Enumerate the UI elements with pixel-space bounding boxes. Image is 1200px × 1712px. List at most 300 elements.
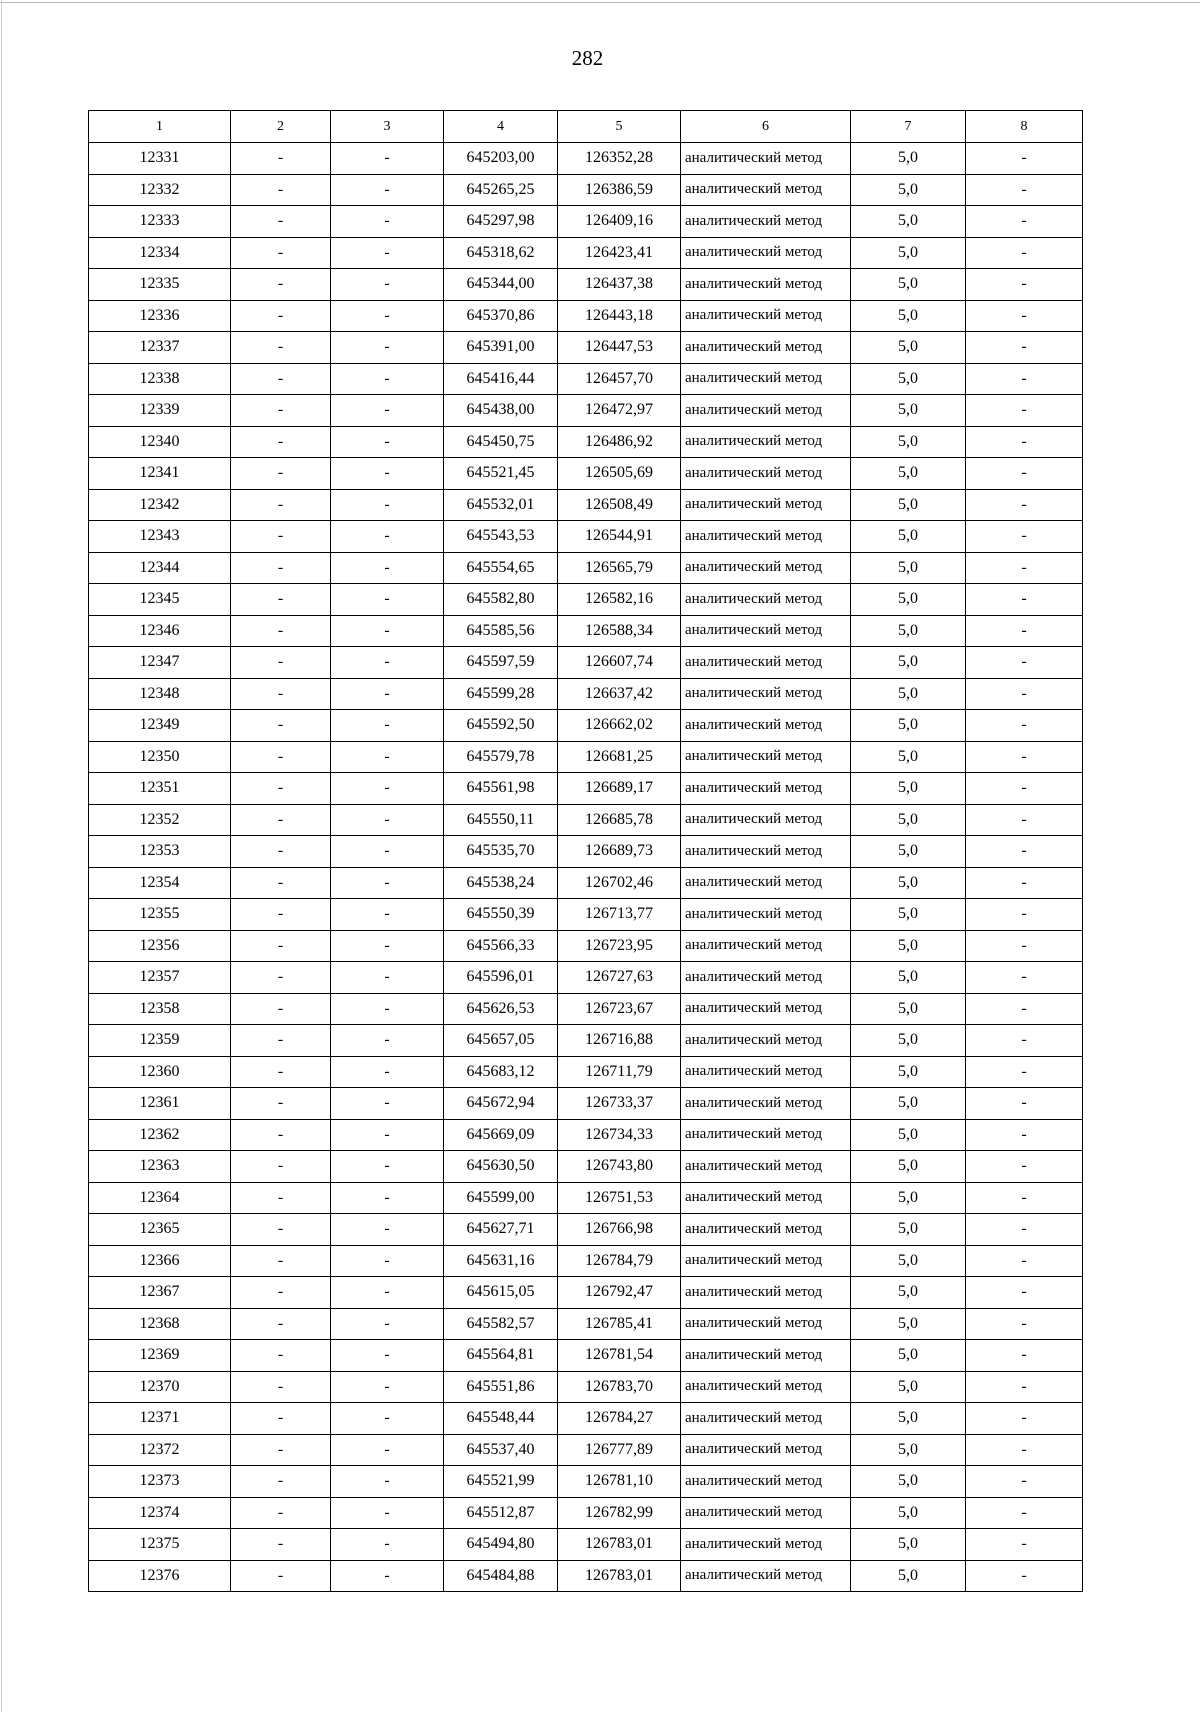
point-number-cell: 12355 <box>89 899 231 931</box>
col2-cell: - <box>231 647 331 679</box>
point-number-cell: 12363 <box>89 1151 231 1183</box>
col3-cell: - <box>331 1088 444 1120</box>
y-coordinate-cell: 126544,91 <box>558 521 681 553</box>
col2-cell: - <box>231 489 331 521</box>
table-row <box>89 174 1083 206</box>
col8-cell: - <box>966 363 1083 395</box>
x-coordinate-cell: 645631,16 <box>444 1245 558 1277</box>
method-cell: аналитический метод <box>681 899 851 931</box>
accuracy-cell: 5,0 <box>851 1560 966 1592</box>
col3-cell: - <box>331 1560 444 1592</box>
method-cell: аналитический метод <box>681 836 851 868</box>
point-number-cell: 12374 <box>89 1497 231 1529</box>
col2-cell: - <box>231 552 331 584</box>
col3-cell: - <box>331 899 444 931</box>
col3-cell: - <box>331 206 444 238</box>
col3-cell: - <box>331 615 444 647</box>
x-coordinate-cell: 645203,00 <box>444 143 558 175</box>
point-number-cell: 12335 <box>89 269 231 301</box>
y-coordinate-cell: 126685,78 <box>558 804 681 836</box>
point-number-cell: 12362 <box>89 1119 231 1151</box>
col8-cell: - <box>966 206 1083 238</box>
table-row <box>89 678 1083 710</box>
y-coordinate-cell: 126607,74 <box>558 647 681 679</box>
accuracy-cell: 5,0 <box>851 143 966 175</box>
scan-edge-left <box>1 0 2 1712</box>
table-row <box>89 1277 1083 1309</box>
method-cell: аналитический метод <box>681 804 851 836</box>
method-cell: аналитический метод <box>681 1277 851 1309</box>
point-number-cell: 12371 <box>89 1403 231 1435</box>
accuracy-cell: 5,0 <box>851 1308 966 1340</box>
y-coordinate-cell: 126352,28 <box>558 143 681 175</box>
point-number-cell: 12376 <box>89 1560 231 1592</box>
method-cell: аналитический метод <box>681 395 851 427</box>
point-number-cell: 12340 <box>89 426 231 458</box>
x-coordinate-cell: 645494,80 <box>444 1529 558 1561</box>
col2-cell: - <box>231 1151 331 1183</box>
col3-cell: - <box>331 300 444 332</box>
accuracy-cell: 5,0 <box>851 552 966 584</box>
accuracy-cell: 5,0 <box>851 678 966 710</box>
col3-cell: - <box>331 458 444 490</box>
table-row <box>89 300 1083 332</box>
col2-cell: - <box>231 458 331 490</box>
col2-cell: - <box>231 584 331 616</box>
accuracy-cell: 5,0 <box>851 1434 966 1466</box>
point-number-cell: 12360 <box>89 1056 231 1088</box>
y-coordinate-cell: 126784,27 <box>558 1403 681 1435</box>
col3-cell: - <box>331 395 444 427</box>
y-coordinate-cell: 126582,16 <box>558 584 681 616</box>
x-coordinate-cell: 645550,39 <box>444 899 558 931</box>
y-coordinate-cell: 126727,63 <box>558 962 681 994</box>
col8-cell: - <box>966 804 1083 836</box>
x-coordinate-cell: 645512,87 <box>444 1497 558 1529</box>
point-number-cell: 12367 <box>89 1277 231 1309</box>
point-number-cell: 12332 <box>89 174 231 206</box>
col2-cell: - <box>231 773 331 805</box>
col8-cell: - <box>966 710 1083 742</box>
point-number-cell: 12342 <box>89 489 231 521</box>
col2-cell: - <box>231 1277 331 1309</box>
accuracy-cell: 5,0 <box>851 489 966 521</box>
accuracy-cell: 5,0 <box>851 426 966 458</box>
col2-cell: - <box>231 615 331 647</box>
col2-cell: - <box>231 521 331 553</box>
point-number-cell: 12359 <box>89 1025 231 1057</box>
col3-cell: - <box>331 741 444 773</box>
col3-cell: - <box>331 552 444 584</box>
col2-cell: - <box>231 1182 331 1214</box>
col8-cell: - <box>966 395 1083 427</box>
point-number-cell: 12365 <box>89 1214 231 1246</box>
col2-cell: - <box>231 678 331 710</box>
point-number-cell: 12372 <box>89 1434 231 1466</box>
y-coordinate-cell: 126637,42 <box>558 678 681 710</box>
accuracy-cell: 5,0 <box>851 962 966 994</box>
point-number-cell: 12348 <box>89 678 231 710</box>
method-cell: аналитический метод <box>681 584 851 616</box>
col8-cell: - <box>966 1214 1083 1246</box>
col3-cell: - <box>331 174 444 206</box>
col8-cell: - <box>966 1403 1083 1435</box>
col2-cell: - <box>231 1214 331 1246</box>
col2-cell: - <box>231 867 331 899</box>
x-coordinate-cell: 645657,05 <box>444 1025 558 1057</box>
method-cell: аналитический метод <box>681 1340 851 1372</box>
col8-cell: - <box>966 899 1083 931</box>
table-row <box>89 1151 1083 1183</box>
point-number-cell: 12358 <box>89 993 231 1025</box>
col2-cell: - <box>231 930 331 962</box>
table-row <box>89 867 1083 899</box>
method-cell: аналитический метод <box>681 1466 851 1498</box>
y-coordinate-cell: 126662,02 <box>558 710 681 742</box>
table-row <box>89 489 1083 521</box>
point-number-cell: 12347 <box>89 647 231 679</box>
table-row <box>89 1214 1083 1246</box>
point-number-cell: 12361 <box>89 1088 231 1120</box>
accuracy-cell: 5,0 <box>851 804 966 836</box>
x-coordinate-cell: 645370,86 <box>444 300 558 332</box>
x-coordinate-cell: 645438,00 <box>444 395 558 427</box>
y-coordinate-cell: 126423,41 <box>558 237 681 269</box>
col2-cell: - <box>231 993 331 1025</box>
point-number-cell: 12343 <box>89 521 231 553</box>
col2-cell: - <box>231 300 331 332</box>
accuracy-cell: 5,0 <box>851 1182 966 1214</box>
x-coordinate-cell: 645596,01 <box>444 962 558 994</box>
x-coordinate-cell: 645585,56 <box>444 615 558 647</box>
col2-cell: - <box>231 1056 331 1088</box>
column-header: 6 <box>681 111 851 143</box>
col2-cell: - <box>231 426 331 458</box>
col2-cell: - <box>231 1308 331 1340</box>
col8-cell: - <box>966 584 1083 616</box>
method-cell: аналитический метод <box>681 332 851 364</box>
col8-cell: - <box>966 300 1083 332</box>
x-coordinate-cell: 645548,44 <box>444 1403 558 1435</box>
x-coordinate-cell: 645538,24 <box>444 867 558 899</box>
accuracy-cell: 5,0 <box>851 300 966 332</box>
y-coordinate-cell: 126588,34 <box>558 615 681 647</box>
method-cell: аналитический метод <box>681 1403 851 1435</box>
page-number: 282 <box>571 46 604 70</box>
col8-cell: - <box>966 174 1083 206</box>
col3-cell: - <box>331 1434 444 1466</box>
x-coordinate-cell: 645554,65 <box>444 552 558 584</box>
col3-cell: - <box>331 332 444 364</box>
method-cell: аналитический метод <box>681 993 851 1025</box>
col2-cell: - <box>231 1088 331 1120</box>
x-coordinate-cell: 645627,71 <box>444 1214 558 1246</box>
point-number-cell: 12341 <box>89 458 231 490</box>
point-number-cell: 12334 <box>89 237 231 269</box>
accuracy-cell: 5,0 <box>851 1119 966 1151</box>
y-coordinate-cell: 126689,17 <box>558 773 681 805</box>
y-coordinate-cell: 126733,37 <box>558 1088 681 1120</box>
table-row <box>89 584 1083 616</box>
col2-cell: - <box>231 1497 331 1529</box>
col8-cell: - <box>966 773 1083 805</box>
method-cell: аналитический метод <box>681 458 851 490</box>
point-number-cell: 12354 <box>89 867 231 899</box>
y-coordinate-cell: 126783,01 <box>558 1560 681 1592</box>
col8-cell: - <box>966 269 1083 301</box>
col8-cell: - <box>966 1371 1083 1403</box>
y-coordinate-cell: 126784,79 <box>558 1245 681 1277</box>
x-coordinate-cell: 645318,62 <box>444 237 558 269</box>
col2-cell: - <box>231 1434 331 1466</box>
method-cell: аналитический метод <box>681 1119 851 1151</box>
y-coordinate-cell: 126486,92 <box>558 426 681 458</box>
accuracy-cell: 5,0 <box>851 174 966 206</box>
table-row <box>89 741 1083 773</box>
col3-cell: - <box>331 1182 444 1214</box>
col3-cell: - <box>331 584 444 616</box>
method-cell: аналитический метод <box>681 615 851 647</box>
col2-cell: - <box>231 741 331 773</box>
point-number-cell: 12351 <box>89 773 231 805</box>
y-coordinate-cell: 126781,10 <box>558 1466 681 1498</box>
col8-cell: - <box>966 489 1083 521</box>
col3-cell: - <box>331 269 444 301</box>
point-number-cell: 12349 <box>89 710 231 742</box>
table-row <box>89 1088 1083 1120</box>
column-header: 5 <box>558 111 681 143</box>
x-coordinate-cell: 645484,88 <box>444 1560 558 1592</box>
col8-cell: - <box>966 1277 1083 1309</box>
col8-cell: - <box>966 741 1083 773</box>
table-row <box>89 269 1083 301</box>
accuracy-cell: 5,0 <box>851 930 966 962</box>
col2-cell: - <box>231 899 331 931</box>
x-coordinate-cell: 645582,80 <box>444 584 558 616</box>
col2-cell: - <box>231 1340 331 1372</box>
y-coordinate-cell: 126792,47 <box>558 1277 681 1309</box>
col8-cell: - <box>966 836 1083 868</box>
accuracy-cell: 5,0 <box>851 1088 966 1120</box>
col2-cell: - <box>231 836 331 868</box>
y-coordinate-cell: 126783,01 <box>558 1529 681 1561</box>
method-cell: аналитический метод <box>681 1434 851 1466</box>
col3-cell: - <box>331 1466 444 1498</box>
y-coordinate-cell: 126505,69 <box>558 458 681 490</box>
col3-cell: - <box>331 363 444 395</box>
col8-cell: - <box>966 1088 1083 1120</box>
col3-cell: - <box>331 1056 444 1088</box>
col3-cell: - <box>331 1403 444 1435</box>
x-coordinate-cell: 645537,40 <box>444 1434 558 1466</box>
table-row <box>89 1056 1083 1088</box>
table-row <box>89 1119 1083 1151</box>
accuracy-cell: 5,0 <box>851 1214 966 1246</box>
method-cell: аналитический метод <box>681 1151 851 1183</box>
col2-cell: - <box>231 1025 331 1057</box>
col8-cell: - <box>966 552 1083 584</box>
table-row <box>89 206 1083 238</box>
col2-cell: - <box>231 363 331 395</box>
table-row <box>89 1308 1083 1340</box>
method-cell: аналитический метод <box>681 1308 851 1340</box>
accuracy-cell: 5,0 <box>851 1056 966 1088</box>
table-row <box>89 1245 1083 1277</box>
method-cell: аналитический метод <box>681 1025 851 1057</box>
accuracy-cell: 5,0 <box>851 615 966 647</box>
col8-cell: - <box>966 867 1083 899</box>
col3-cell: - <box>331 1151 444 1183</box>
x-coordinate-cell: 645626,53 <box>444 993 558 1025</box>
y-coordinate-cell: 126783,70 <box>558 1371 681 1403</box>
x-coordinate-cell: 645297,98 <box>444 206 558 238</box>
table-row <box>89 615 1083 647</box>
col8-cell: - <box>966 1560 1083 1592</box>
y-coordinate-cell: 126437,38 <box>558 269 681 301</box>
column-header: 8 <box>966 111 1083 143</box>
x-coordinate-cell: 645566,33 <box>444 930 558 962</box>
y-coordinate-cell: 126565,79 <box>558 552 681 584</box>
x-coordinate-cell: 645543,53 <box>444 521 558 553</box>
accuracy-cell: 5,0 <box>851 1277 966 1309</box>
method-cell: аналитический метод <box>681 1560 851 1592</box>
method-cell: аналитический метод <box>681 1182 851 1214</box>
y-coordinate-cell: 126508,49 <box>558 489 681 521</box>
method-cell: аналитический метод <box>681 489 851 521</box>
table-row <box>89 930 1083 962</box>
col2-cell: - <box>231 1560 331 1592</box>
point-number-cell: 12350 <box>89 741 231 773</box>
accuracy-cell: 5,0 <box>851 1529 966 1561</box>
accuracy-cell: 5,0 <box>851 269 966 301</box>
method-cell: аналитический метод <box>681 143 851 175</box>
method-cell: аналитический метод <box>681 1056 851 1088</box>
col2-cell: - <box>231 804 331 836</box>
col2-cell: - <box>231 143 331 175</box>
col2-cell: - <box>231 1529 331 1561</box>
x-coordinate-cell: 645535,70 <box>444 836 558 868</box>
x-coordinate-cell: 645592,50 <box>444 710 558 742</box>
accuracy-cell: 5,0 <box>851 363 966 395</box>
x-coordinate-cell: 645599,28 <box>444 678 558 710</box>
accuracy-cell: 5,0 <box>851 521 966 553</box>
col8-cell: - <box>966 426 1083 458</box>
y-coordinate-cell: 126781,54 <box>558 1340 681 1372</box>
col8-cell: - <box>966 1308 1083 1340</box>
col3-cell: - <box>331 426 444 458</box>
x-coordinate-cell: 645561,98 <box>444 773 558 805</box>
accuracy-cell: 5,0 <box>851 773 966 805</box>
accuracy-cell: 5,0 <box>851 836 966 868</box>
col2-cell: - <box>231 237 331 269</box>
column-header: 7 <box>851 111 966 143</box>
point-number-cell: 12375 <box>89 1529 231 1561</box>
x-coordinate-cell: 645450,75 <box>444 426 558 458</box>
accuracy-cell: 5,0 <box>851 710 966 742</box>
point-number-cell: 12338 <box>89 363 231 395</box>
y-coordinate-cell: 126713,77 <box>558 899 681 931</box>
accuracy-cell: 5,0 <box>851 993 966 1025</box>
accuracy-cell: 5,0 <box>851 1403 966 1435</box>
column-header: 2 <box>231 111 331 143</box>
method-cell: аналитический метод <box>681 206 851 238</box>
point-number-cell: 12366 <box>89 1245 231 1277</box>
table-row <box>89 1560 1083 1592</box>
y-coordinate-cell: 126457,70 <box>558 363 681 395</box>
accuracy-cell: 5,0 <box>851 395 966 427</box>
table-row <box>89 237 1083 269</box>
col3-cell: - <box>331 710 444 742</box>
method-cell: аналитический метод <box>681 1245 851 1277</box>
col3-cell: - <box>331 1277 444 1309</box>
x-coordinate-cell: 645597,59 <box>444 647 558 679</box>
col2-cell: - <box>231 1245 331 1277</box>
point-number-cell: 12356 <box>89 930 231 962</box>
col8-cell: - <box>966 237 1083 269</box>
col3-cell: - <box>331 1025 444 1057</box>
col2-cell: - <box>231 710 331 742</box>
col8-cell: - <box>966 993 1083 1025</box>
col8-cell: - <box>966 1529 1083 1561</box>
method-cell: аналитический метод <box>681 521 851 553</box>
y-coordinate-cell: 126386,59 <box>558 174 681 206</box>
x-coordinate-cell: 645582,57 <box>444 1308 558 1340</box>
col8-cell: - <box>966 678 1083 710</box>
accuracy-cell: 5,0 <box>851 1340 966 1372</box>
col3-cell: - <box>331 993 444 1025</box>
table-row <box>89 1529 1083 1561</box>
y-coordinate-cell: 126785,41 <box>558 1308 681 1340</box>
y-coordinate-cell: 126743,80 <box>558 1151 681 1183</box>
col3-cell: - <box>331 1340 444 1372</box>
col3-cell: - <box>331 836 444 868</box>
point-number-cell: 12336 <box>89 300 231 332</box>
col8-cell: - <box>966 1245 1083 1277</box>
x-coordinate-cell: 645683,12 <box>444 1056 558 1088</box>
point-number-cell: 12353 <box>89 836 231 868</box>
point-number-cell: 12373 <box>89 1466 231 1498</box>
col8-cell: - <box>966 615 1083 647</box>
col3-cell: - <box>331 1119 444 1151</box>
coordinates-table <box>88 110 1083 1592</box>
col8-cell: - <box>966 1151 1083 1183</box>
x-coordinate-cell: 645672,94 <box>444 1088 558 1120</box>
y-coordinate-cell: 126681,25 <box>558 741 681 773</box>
table-row <box>89 552 1083 584</box>
method-cell: аналитический метод <box>681 930 851 962</box>
y-coordinate-cell: 126723,95 <box>558 930 681 962</box>
table-row <box>89 1340 1083 1372</box>
col3-cell: - <box>331 237 444 269</box>
y-coordinate-cell: 126716,88 <box>558 1025 681 1057</box>
col8-cell: - <box>966 1434 1083 1466</box>
col2-cell: - <box>231 395 331 427</box>
col3-cell: - <box>331 773 444 805</box>
col3-cell: - <box>331 930 444 962</box>
method-cell: аналитический метод <box>681 426 851 458</box>
col2-cell: - <box>231 1371 331 1403</box>
method-cell: аналитический метод <box>681 300 851 332</box>
table-row <box>89 1466 1083 1498</box>
y-coordinate-cell: 126702,46 <box>558 867 681 899</box>
x-coordinate-cell: 645579,78 <box>444 741 558 773</box>
point-number-cell: 12370 <box>89 1371 231 1403</box>
col8-cell: - <box>966 1025 1083 1057</box>
table-row <box>89 395 1083 427</box>
col2-cell: - <box>231 1403 331 1435</box>
method-cell: аналитический метод <box>681 363 851 395</box>
col8-cell: - <box>966 1466 1083 1498</box>
